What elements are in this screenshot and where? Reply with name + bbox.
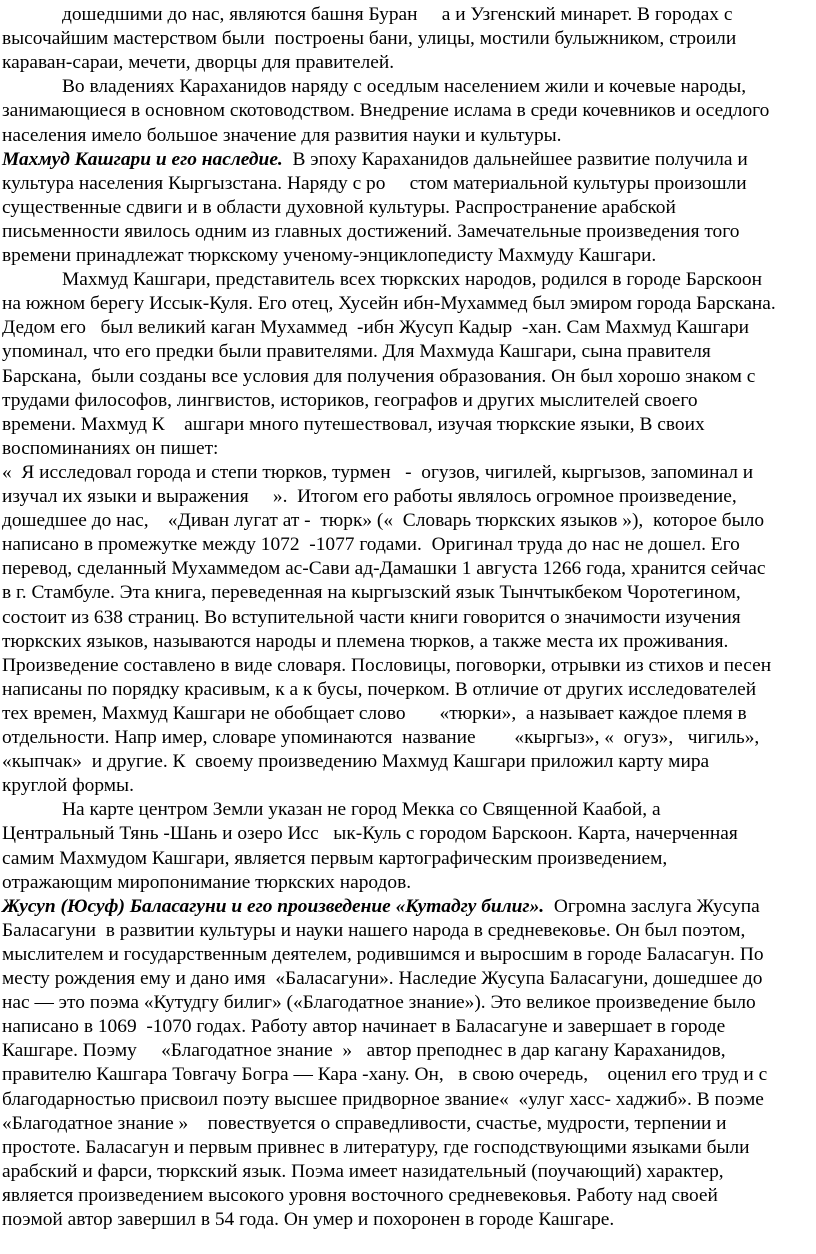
text-line [2,1159,724,1186]
text-line [2,315,749,342]
text-line [2,26,736,53]
section-heading: Махмуд Кашгари и его наследие. [2,148,283,170]
text-run: времени принадлежат тюркскому ученому-энциклопедисту Махмуду Кашгари. [2,245,657,266]
text-line [2,990,756,1017]
text-run: занимающиеся в основном скотоводством. Внедрение ислама в среди кочевников и оседлого [2,100,770,122]
text-run: Центральный Тянь -Шань и озеро Исс ык-Куль с городом Барскоон. Карта, начерченная [2,823,738,845]
text-line [2,725,759,752]
text-run: месту рождения ему и дано имя «Баласагуни». Наследие Жусупа Баласагуни, дошедшее до [2,968,763,989]
text-line [2,1087,764,1114]
text-run: отражающим миропонимание тюркских народов. [2,871,412,893]
text-run: тюркских языков, называются народы и племена тюрков, а также места их проживания. [2,630,729,652]
text-line [2,749,709,776]
text-line [2,460,753,487]
text-run: Во владениях Караханидов наряду с оседлым населением жили и кочевые народы, [62,76,747,98]
text-run: дошедшее до нас, «Диван лугат ат - тюрк» (« Словарь тюркских языков »), которое было [2,510,765,532]
text-run: тех времен, Махмуд Кашгари не обобщает слово «тюрки», а называет каждое племя в [2,702,747,724]
text-line [2,388,698,415]
text-run: написано в промежутке между 1072 -1077 годами. Оригинал труда до нас не дошел. Его [2,534,740,556]
text-line [2,532,740,559]
text-run: караван-сараи, мечети, дворцы для правителей. [2,52,395,74]
text-run: высочайшим мастерством были построены бани, улицы, мостили булыжником, строили [2,28,737,50]
text-line [2,918,745,945]
text-line [2,147,748,174]
text-line [2,894,760,921]
text-run: Огромна заслуга Жусупа [544,895,760,917]
text-run: в г. Стамбуле. Эта книга, переведенная на кыргызский язык Тынчтыкбеком Чоротегином, [2,582,741,604]
text-run: состоит из 638 страниц. Во вступительной части книги говорится о значимости изучения [2,606,741,628]
text-line [2,1062,767,1089]
text-run: мыслителем и государственным деятелем, родившимся и выросшим в городе Баласагун. По [2,943,764,965]
text-line [2,605,741,632]
text-line [2,773,134,800]
text-run: «кыпчак» и другие. К своему произведению Махмуд Кашгари приложил карту мира [2,751,710,773]
text-line [2,195,676,222]
text-line [2,629,728,656]
text-line [2,484,737,511]
text-line [2,1183,718,1210]
text-run: существенные сдвиги и в области духовной культуры. Распространение арабской [2,196,676,218]
text-line [2,1038,726,1065]
text-line [2,291,776,318]
text-line [2,870,411,897]
text-run: культура населения Кыргызстана. Наряду с ро стом материальной культуры произошли [2,172,747,194]
text-run: населения имело большое значение для развития науки и культуры. [2,124,562,146]
text-run: На карте центром Земли указан не город Мекка со Священной Каабой, а [62,799,661,821]
text-line [2,1135,750,1162]
text-run: Дедом его был великий каган Мухаммед -ибн Жусуп Кадыр -хан. Сам Махмуд Кашгари [2,317,750,339]
text-run: Махмуд Кашгари, представитель всех тюркских народов, родился в городе Барскоон [62,269,762,291]
text-line [2,846,667,873]
text-run: дошедшими до нас, являются башня Буран а и Узгенский минарет. В городах с [62,4,733,25]
text-run: круглой формы. [2,775,134,797]
text-run: времени. Махмуд К ашгари много путешествовал, изучая тюркские языки, В своих [2,413,705,435]
text-line [62,797,661,824]
text-line [2,677,756,704]
text-line [2,98,769,125]
text-run: правителю Кашгара Товгачу Богра — Кара -хану. Он, в свою очередь, оценил его труд и с [2,1064,768,1086]
text-line [62,2,732,29]
text-run: воспоминаниях он пишет: [2,437,219,459]
text-line [2,966,762,993]
text-run: является произведением высокого уровня восточного средневековья. Работу над своей [2,1184,718,1206]
text-run: нас — это поэма «Кутудгу билиг» («Благодатное знание»). Это великое произведение было [2,992,756,1014]
text-line [2,50,394,77]
text-run: арабский и фарси, тюркский язык. Поэма имеет назидательный (поучающий) характер, [2,1160,724,1182]
text-line [2,219,739,246]
text-run: упоминал, что его предки были правителями. Для Махмуда Кашгари, сына правителя [2,341,711,363]
text-run: Баласагуни в развитии культуры и науки нашего народа в средневековье. Он был поэтом, [2,919,746,941]
text-line [2,243,656,270]
text-run: трудами философов, лингвистов, историков, географов и других мыслителей своего [2,389,698,411]
text-run: самим Махмудом Кашгари, является первым картографическим произведением, [2,847,668,869]
text-run: Произведение составлено в виде словаря. Пословицы, поговорки, отрывки из стихов и песен [2,654,772,676]
text-line [2,701,747,728]
text-run: простоте. Баласагун и первым привнес в литературу, где господствующими языками были [2,1136,750,1158]
text-line [2,171,747,198]
text-line [2,123,562,150]
text-run: « Я исследовал города и степи тюрков, турмен - огузов, чигилей, кыргызов, запоминал и [2,461,754,483]
text-line [62,267,762,294]
text-run: благодарностью присвоил поэту высшее придворное звание« «улуг хасс- хаджиб». В поэме [2,1088,764,1110]
section-heading: Жусуп (Юсуф) Баласагуни и его произведение «Кутадгу билиг». [2,895,545,917]
text-line [2,580,741,607]
text-run: перевод, сделанный Мухаммедом ас-Сави ад-Дамашки 1 августа 1266 года, хранится сейчас [2,558,766,580]
text-run: письменности явилось одним из главных достижений. Замечательные произведения того [2,220,740,242]
text-line [2,1014,725,1041]
text-run: написаны по порядку красивым, к а к бусы, почерком. В отличие от других исследователей [2,678,757,700]
text-line [2,556,766,583]
text-line [62,74,746,101]
text-line [2,821,738,848]
text-line [2,412,705,439]
text-line [2,339,711,366]
text-line [2,653,771,680]
text-run: на южном берегу Иссык-Куля. Его отец, Хусейн ибн-Мухаммед был эмиром города Барскана. [2,293,776,315]
text-line [2,1111,727,1138]
text-line [2,436,218,463]
text-run: «Благодатное знание » повествуется о справедливости, счастье, мудрости, терпении и [2,1112,727,1134]
text-run: Барскана, были созданы все условия для получения образования. Он был хорошо знаком с [2,365,756,387]
text-line [2,942,764,969]
text-run: Кашгаре. Поэму «Благодатное знание » автор преподнес в дар кагану Караханидов, [2,1040,726,1062]
text-run: В эпоху Караханидов дальнейшее развитие получила и [282,148,748,170]
text-line [2,364,755,391]
text-run: отдельности. Напр имер, словаре упоминаются название «кыргыз», « огуз», чигиль», [2,727,760,748]
text-run: написано в 1069 -1070 годах. Работу автор начинает в Баласагуне и завершает в городе [2,1016,726,1038]
text-line [2,1207,614,1234]
text-run: поэмой автор завершил в 54 года. Он умер и похоронен в городе Кашгаре. [2,1209,615,1230]
text-line [2,508,764,535]
text-run: изучал их языки и выражения ». Итогом его работы являлось огромное произведение, [2,486,737,507]
